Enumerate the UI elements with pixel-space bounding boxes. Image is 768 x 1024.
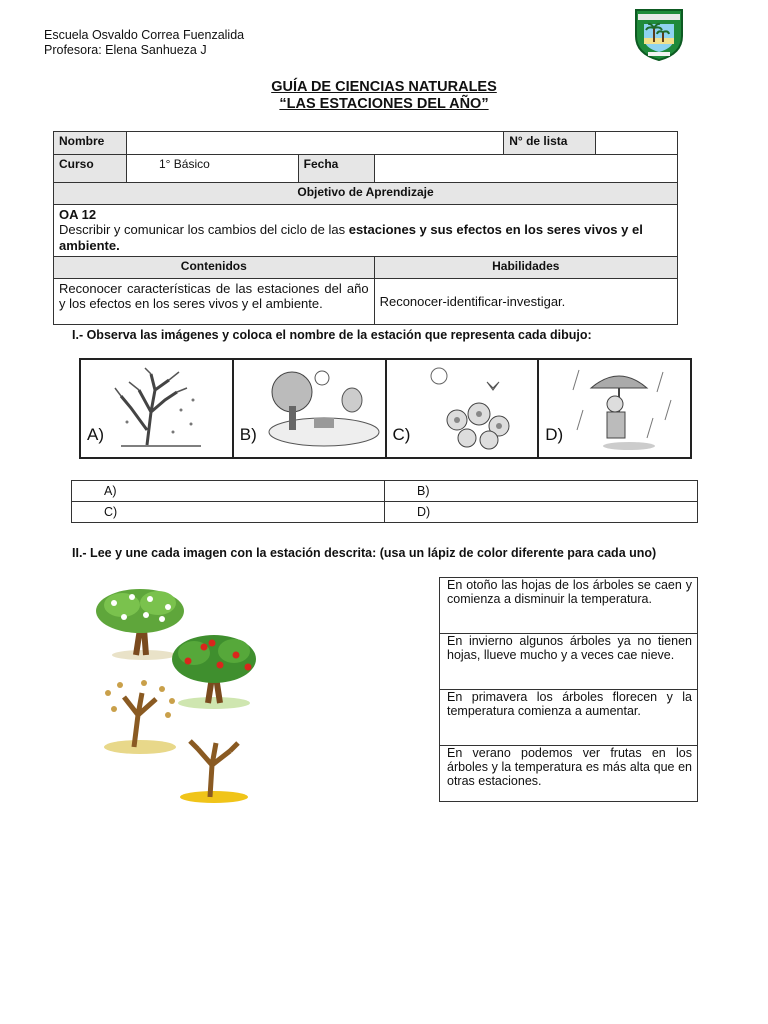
- season-image-c: [387, 360, 540, 457]
- summer-tree-icon: [172, 635, 256, 709]
- oa-text-plain: Describir y comunicar los cambios del ciclo de las: [59, 222, 349, 237]
- oa-text-bold: estaciones y sus efectos en los seres vivos y el ambiente.: [59, 222, 643, 253]
- list-number-label: N° de lista: [504, 132, 596, 155]
- info-table: [53, 131, 678, 325]
- objective-label: Objetivo de Aprendizaje: [54, 183, 678, 205]
- oa-description: [59, 222, 672, 254]
- section-1-instruction: I.- Observa las imágenes y coloca el nombre de la estación que representa cada dibujo:: [72, 328, 592, 342]
- description-winter: En invierno algunos árboles ya no tienen hojas, llueve mucho y a veces cae nieve.: [440, 634, 698, 690]
- image-label-d: D): [545, 425, 564, 444]
- date-label: Fecha: [298, 155, 374, 183]
- season-image-d: [539, 360, 690, 457]
- winter-tree-icon: [180, 741, 248, 803]
- season-trees-illustration: [84, 585, 304, 805]
- description-summer: En verano podemos ver frutas en los árboles y la temperatura es más alta que en otras estaciones.: [440, 746, 698, 802]
- season-image-b: [234, 360, 387, 457]
- contents-value: Reconocer características de las estaciones del año y los efectos en los seres vivos y el ambiente.: [54, 279, 375, 325]
- title-line-2: “LAS ESTACIONES DEL AÑO”: [279, 96, 489, 112]
- course-label: Curso: [54, 155, 127, 183]
- worksheet-title: [0, 79, 768, 113]
- season-image-a: [81, 360, 234, 457]
- spring-tree-icon: [96, 589, 184, 660]
- autumn-tree-icon: [104, 680, 176, 754]
- contents-label: Contenidos: [54, 257, 375, 279]
- season-descriptions-table: [439, 577, 698, 802]
- oa-code: OA 12: [59, 207, 97, 222]
- date-field[interactable]: [374, 155, 677, 183]
- objective-cell: [54, 205, 678, 257]
- image-label-a: A): [87, 425, 104, 444]
- name-label: Nombre: [54, 132, 127, 155]
- teacher-name: Profesora: Elena Sanhueza J: [44, 43, 207, 57]
- section-2-instruction: II.- Lee y une cada imagen con la estación descrita: (usa un lápiz de color diferente para cada uno): [72, 546, 657, 560]
- description-spring: En primavera los árboles florecen y la temperatura comienza a aumentar.: [440, 690, 698, 746]
- image-label-b: B): [239, 425, 257, 444]
- skills-label: Habilidades: [374, 257, 677, 279]
- school-name: Escuela Osvaldo Correa Fuenzalida: [44, 28, 245, 42]
- description-autumn: En otoño las hojas de los árboles se caen y comienza a disminuir la temperatura.: [440, 578, 698, 634]
- season-images-strip: [79, 358, 692, 459]
- course-value: 1° Básico: [126, 155, 298, 183]
- skills-value: Reconocer-identificar-investigar.: [374, 279, 677, 325]
- list-number-field[interactable]: [596, 132, 678, 155]
- title-line-1: GUÍA DE CIENCIAS NATURALES: [271, 79, 497, 95]
- name-field[interactable]: [126, 132, 503, 155]
- answer-d[interactable]: D): [385, 502, 698, 523]
- school-header: [44, 28, 244, 58]
- answer-b[interactable]: B): [385, 481, 698, 502]
- school-crest-icon: [632, 6, 686, 62]
- answers-table: [71, 480, 698, 523]
- answer-c[interactable]: C): [72, 502, 385, 523]
- answer-a[interactable]: A): [72, 481, 385, 502]
- image-label-c: C): [392, 425, 411, 444]
